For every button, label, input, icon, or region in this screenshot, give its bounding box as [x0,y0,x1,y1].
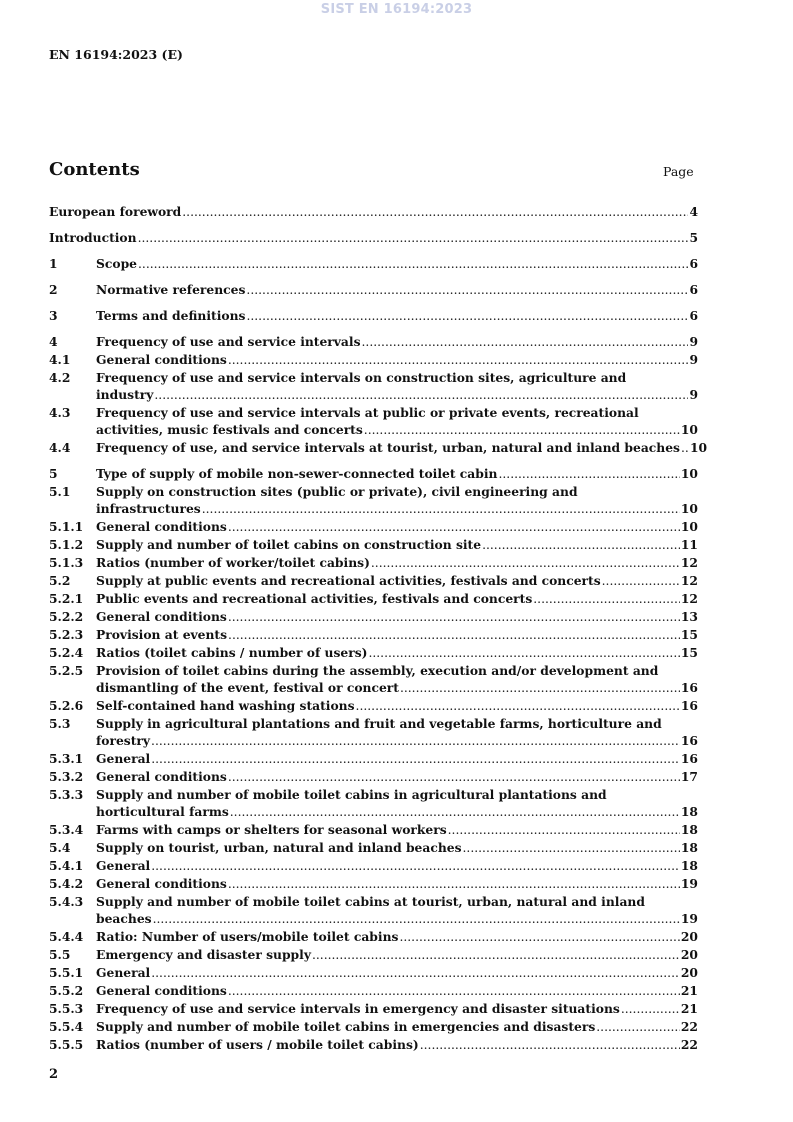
dot-leader [364,421,680,439]
toc-entry-final-line [96,1036,698,1054]
toc-entry-final-line [96,910,698,928]
toc-entry-page: 10 [680,501,698,516]
document-id: EN 16194:2023 (E) [49,47,183,62]
dot-leader [138,255,688,273]
toc-entry-final-line [96,421,698,439]
dot-leader [482,536,680,554]
toc-entry-number: 5.2.5 [49,663,84,678]
dot-leader [202,500,680,518]
toc-entry-number: 5.1.3 [49,555,84,570]
toc-entry-page: 6 [689,282,698,297]
toc-entry-body [96,821,698,839]
toc-entry-body [96,536,698,554]
toc-entry-page: 21 [680,1001,698,1016]
dot-leader [420,1036,680,1054]
toc-entry-number: 4 [49,334,58,349]
toc-entry-body [96,768,698,786]
toc-entry-page: 17 [680,769,698,784]
toc-entry-body [96,404,698,439]
toc-entry[interactable] [49,1036,698,1054]
toc-entry-final-line [96,281,698,299]
toc-entry-final-line [96,857,698,875]
dot-leader [151,857,680,875]
toc-entry-title-line: Emergency and disaster supply [96,947,311,962]
toc-entry-title-line: Normative references [96,282,246,297]
toc-entry-body [49,203,698,221]
toc-entry-body [96,982,698,1000]
toc-entry-body [96,750,698,768]
toc-entry-title-line: horticultural farms [96,804,229,819]
toc-entry-number: 4.2 [49,370,71,385]
toc-entry-body [96,1036,698,1054]
toc-entry-body [96,483,698,518]
toc-entry[interactable] [49,715,698,750]
toc-entry-number: 5.2.3 [49,627,84,642]
toc-entry-title-line: Farms with camps or shelters for seasonal workers [96,822,447,837]
toc-entry-final-line [96,821,698,839]
toc-entry-title-line: Supply in agricultural plantations and fruit and vegetable farms, horticulture and [96,716,662,731]
toc-entry-number: 5.4.1 [49,858,84,873]
toc-entry-title-line: Supply on construction sites (public or private), civil engineering and [96,484,578,499]
toc-entry-title-line: Frequency of use and service intervals in emergency and disaster situations [96,1001,620,1016]
toc-entry-title-line: industry [96,387,154,402]
toc-entry-title-line: Frequency of use and service intervals [96,334,361,349]
toc-entry-final-line [96,307,698,325]
toc-entry-title-line: General conditions [96,876,227,891]
toc-entry-title-line: Supply and number of mobile toilet cabins at tourist, urban, natural and inland [96,894,645,909]
toc-entry[interactable] [49,964,698,982]
toc-entry-title-line: General [96,751,151,766]
toc-entry-title-line: General [96,965,151,980]
toc-entry-title-line: infrastructures [96,501,201,516]
toc-entry-number: 5.3.3 [49,787,84,802]
toc-entry-title-line: European foreword [49,204,182,219]
dot-leader [151,964,680,982]
toc-entry-body [96,697,698,715]
dot-leader [228,875,680,893]
toc-entry[interactable] [49,536,698,554]
toc-entry-page: 18 [680,822,698,837]
toc-entry-page: 12 [680,573,698,588]
dot-leader [228,982,680,1000]
toc-entry-body [96,590,698,608]
toc-entry-page: 12 [680,555,698,570]
dot-leader [228,518,680,536]
dot-leader [182,203,688,221]
toc-entry[interactable] [49,229,698,247]
toc-entry-page: 18 [680,804,698,819]
dot-leader [533,590,680,608]
toc-entry-final-line [96,946,698,964]
toc-entry-title-line: Public events and recreational activities, festivals and concerts [96,591,533,606]
toc-entry-body [96,644,698,662]
toc-entry[interactable] [49,554,698,572]
toc-entry-page: 10 [689,440,708,455]
dot-leader [246,281,688,299]
toc-entry-title-line: Ratios (number of users / mobile toilet cabins) [96,1037,419,1052]
toc-entry-page: 9 [689,352,698,367]
toc-entry-page: 11 [680,537,698,552]
toc-entry-number: 5.2 [49,573,71,588]
toc-entry-body [96,351,698,369]
toc-entry[interactable] [49,351,698,369]
dot-leader [368,644,679,662]
toc-entry-body [96,964,698,982]
dot-leader [154,386,688,404]
toc-entry-body [96,662,698,697]
toc-entry-body [96,307,698,325]
toc-entry-title-line: Supply and number of mobile toilet cabins in agricultural plantations and [96,787,607,802]
toc-entry[interactable] [49,946,698,964]
toc-entry-page: 5 [689,230,698,245]
toc-entry-page: 15 [680,627,698,642]
toc-entry[interactable] [49,518,698,536]
toc-entry-title-line: General conditions [96,983,227,998]
toc-entry-body [96,1018,698,1036]
dot-leader [400,679,680,697]
toc-entry-title-line: Introduction [49,230,137,245]
toc-entry-title-line: Ratios (toilet cabins / number of users) [96,645,368,660]
toc-entry-final-line [96,982,698,1000]
toc-entry-number: 5.5.5 [49,1037,84,1052]
toc-entry-final-line [96,386,698,404]
toc-entry-number: 5.4.3 [49,894,84,909]
toc-entry-number: 5.2.6 [49,698,84,713]
toc-entry-body [96,608,698,626]
toc-entry[interactable] [49,281,698,299]
toc-entry-final-line [96,554,698,572]
toc-entry-body [96,715,698,750]
dot-leader [228,608,680,626]
toc-entry-number: 3 [49,308,58,323]
toc-entry-final-line [96,679,698,697]
toc-entry-title-line: Supply and number of mobile toilet cabins in emergencies and disasters [96,1019,596,1034]
toc-entry[interactable] [49,662,698,697]
toc-entry-page: 6 [689,256,698,271]
toc-entry-title-line: Frequency of use, and service intervals at tourist, urban, natural and inland beaches [96,440,680,455]
toc-entry[interactable] [49,369,698,404]
toc-entry[interactable] [49,439,708,457]
toc-entry-number: 4.3 [49,405,71,420]
toc-entry[interactable] [49,893,698,928]
toc-entry-final-line [96,255,698,273]
toc-entry-page: 13 [680,609,698,624]
toc-entry[interactable] [49,1000,698,1018]
toc-entry-title-line: Ratio: Number of users/mobile toilet cabins [96,929,399,944]
dot-leader [596,1018,680,1036]
toc-entry-page: 9 [689,334,698,349]
toc-entry[interactable] [49,608,698,626]
toc-entry-title-line: Ratios (number of worker/toilet cabins) [96,555,370,570]
dot-leader [362,333,689,351]
toc-entry-number: 5.1 [49,484,71,499]
dot-leader [230,803,680,821]
toc-entry-body [96,572,698,590]
toc-entry-final-line [96,803,698,821]
toc-entry-title-line: activities, music festivals and concerts [96,422,363,437]
page-column-label: Page [663,164,694,179]
toc-entry-final-line [96,590,698,608]
toc-entry-title-line: General conditions [96,609,227,624]
toc-entry-final-line [96,768,698,786]
toc-entry[interactable] [49,465,698,483]
toc-entry-title-line: beaches [96,911,152,926]
dot-leader [151,750,680,768]
toc-entry-title-line: Type of supply of mobile non-sewer-connected toilet cabin [96,466,498,481]
toc-entry-page: 22 [680,1037,698,1052]
dot-leader [153,910,680,928]
toc-entry-page: 20 [680,965,698,980]
toc-entry-title-line: Supply and number of toilet cabins on construction site [96,537,482,552]
toc-entry-title-line: dismantling of the event, festival or concert [96,680,399,695]
toc-entry-number: 5.3.4 [49,822,84,837]
toc-entry-final-line [96,875,698,893]
toc-entry-page: 10 [680,422,698,437]
toc-entry-title-line: Frequency of use and service intervals at public or private events, recreational [96,405,639,420]
toc-entry-number: 5.1.1 [49,519,84,534]
toc-entry-page: 19 [680,911,698,926]
toc-entry[interactable] [49,626,698,644]
toc-entry-final-line [96,1000,698,1018]
toc-entry-final-line [96,750,698,768]
dot-leader [498,465,679,483]
dot-leader [399,928,679,946]
dot-leader [228,351,689,369]
toc-entry-final-line [96,964,698,982]
toc-entry-title-line: Frequency of use and service intervals on construction sites, agriculture and [96,370,627,385]
toc-entry-final-line [96,500,698,518]
toc-entry-title-line: General conditions [96,769,227,784]
dot-leader [371,554,680,572]
toc-entry-page: 15 [680,645,698,660]
toc-entry-number: 4.4 [49,440,71,455]
toc-entry-title-line: Provision of toilet cabins during the assembly, execution and/or development and [96,663,659,678]
toc-entry-body [96,255,698,273]
toc-entry[interactable] [49,697,698,715]
toc-entry[interactable] [49,255,698,273]
toc-entry-body [96,369,698,404]
toc-entry-number: 5.4.2 [49,876,84,891]
dot-leader [681,439,689,457]
toc-entry-page: 18 [680,840,698,855]
toc-entry-number: 5.5 [49,947,71,962]
toc-entry-page: 16 [680,733,698,748]
toc-entry-final-line [96,732,698,750]
toc-entry-title-line: Supply at public events and recreational activities, festivals and concerts [96,573,601,588]
dot-leader [448,821,680,839]
toc-entry-body [96,857,698,875]
toc-entry-number: 5.2.4 [49,645,84,660]
toc-entry-number: 5.2.2 [49,609,84,624]
toc-entry[interactable] [49,404,698,439]
toc-entry[interactable] [49,307,698,325]
toc-entry-number: 5.3 [49,716,71,731]
toc-entry-number: 5.4 [49,840,71,855]
contents-heading: Contents [49,159,140,180]
toc-entry[interactable] [49,333,698,351]
toc-entry-title-line: Self-contained hand washing stations [96,698,355,713]
toc-entry-body [96,626,698,644]
toc-entry-body [96,839,698,857]
toc-entry-body [96,1000,698,1018]
toc-entry-number: 5 [49,466,58,481]
dot-leader [463,839,680,857]
dot-leader [228,768,680,786]
toc-entry-page: 4 [689,204,698,219]
toc-entry-number: 5.5.4 [49,1019,84,1034]
toc-entry-page: 10 [680,519,698,534]
toc-entry[interactable] [49,203,698,221]
toc-entry-number: 5.2.1 [49,591,84,606]
toc-entry[interactable] [49,928,698,946]
toc-entry-final-line [96,1018,698,1036]
toc-entry-page: 16 [680,680,698,695]
toc-entry[interactable] [49,590,698,608]
toc-entry[interactable] [49,821,698,839]
toc-entry-final-line [96,644,698,662]
toc-entry-body [96,893,698,928]
toc-entry-title-line: Provision at events [96,627,228,642]
toc-entry-title-line: Scope [96,256,137,271]
toc-entry-number: 5.5.2 [49,983,84,998]
toc-entry-body [96,439,708,457]
toc-entry-final-line [96,626,698,644]
toc-entry-page: 21 [680,983,698,998]
toc-entry[interactable] [49,839,698,857]
toc-entry-page: 20 [680,929,698,944]
toc-entry-number: 5.5.3 [49,1001,84,1016]
toc-entry-final-line [96,518,698,536]
toc-entry-title-line: forestry [96,733,151,748]
toc-entry[interactable] [49,483,698,518]
toc-entry-final-line [96,928,698,946]
toc-entry-number: 2 [49,282,58,297]
toc-entry-page: 18 [680,858,698,873]
toc-entry-number: 5.3.2 [49,769,84,784]
dot-leader [228,626,680,644]
toc-entry-page: 9 [689,387,698,402]
toc-entry-number: 5.5.1 [49,965,84,980]
toc-entry[interactable] [49,768,698,786]
toc-entry-final-line [96,465,698,483]
toc-entry-title-line: Supply on tourist, urban, natural and inland beaches [96,840,462,855]
toc-entry-number: 5.1.2 [49,537,84,552]
dot-leader [356,697,680,715]
toc-entry-final-line [49,229,698,247]
toc-entry-body [96,875,698,893]
dot-leader [312,946,680,964]
toc-entry-body [49,229,698,247]
toc-entry-title-line: General conditions [96,519,227,534]
toc-entry-body [96,281,698,299]
toc-entry-body [96,333,698,351]
toc-entry-final-line [96,839,698,857]
dot-leader [246,307,688,325]
toc-entry-final-line [96,333,698,351]
toc-entry-body [96,554,698,572]
table-of-contents [49,203,708,1054]
toc-entry-page: 22 [680,1019,698,1034]
toc-entry-page: 16 [680,698,698,713]
toc-entry-final-line [49,203,698,221]
toc-entry-number: 5.4.4 [49,929,84,944]
toc-entry[interactable] [49,644,698,662]
toc-entry-page: 6 [689,308,698,323]
toc-entry-page: 12 [680,591,698,606]
toc-entry-number: 4.1 [49,352,71,367]
toc-entry-final-line [96,536,698,554]
dot-leader [602,572,680,590]
toc-entry[interactable] [49,982,698,1000]
toc-entry-body [96,786,698,821]
toc-entry[interactable] [49,786,698,821]
toc-entry-page: 16 [680,751,698,766]
toc-entry-page: 10 [680,466,698,481]
toc-entry-title-line: Terms and definitions [96,308,246,323]
toc-entry-final-line [96,697,698,715]
toc-entry-page: 20 [680,947,698,962]
toc-entry-body [96,946,698,964]
toc-entry-number: 5.3.1 [49,751,84,766]
toc-entry-final-line [96,572,698,590]
toc-entry-body [96,928,698,946]
toc-entry-body [96,465,698,483]
toc-entry[interactable] [49,750,698,768]
toc-entry-final-line [96,351,698,369]
toc-entry-final-line [96,439,708,457]
dot-leader [151,732,680,750]
dot-leader [621,1000,680,1018]
toc-entry-title-line: General [96,858,151,873]
watermark: SIST EN 16194:2023 [320,2,473,17]
toc-entry-final-line [96,608,698,626]
toc-entry-number: 1 [49,256,58,271]
toc-entry-page: 19 [680,876,698,891]
dot-leader [138,229,689,247]
toc-entry[interactable] [49,572,698,590]
toc-entry-body [96,518,698,536]
toc-entry-title-line: General conditions [96,352,227,367]
toc-entry[interactable] [49,857,698,875]
toc-entry[interactable] [49,1018,698,1036]
footer-page-number: 2 [49,1067,59,1082]
toc-entry[interactable] [49,875,698,893]
